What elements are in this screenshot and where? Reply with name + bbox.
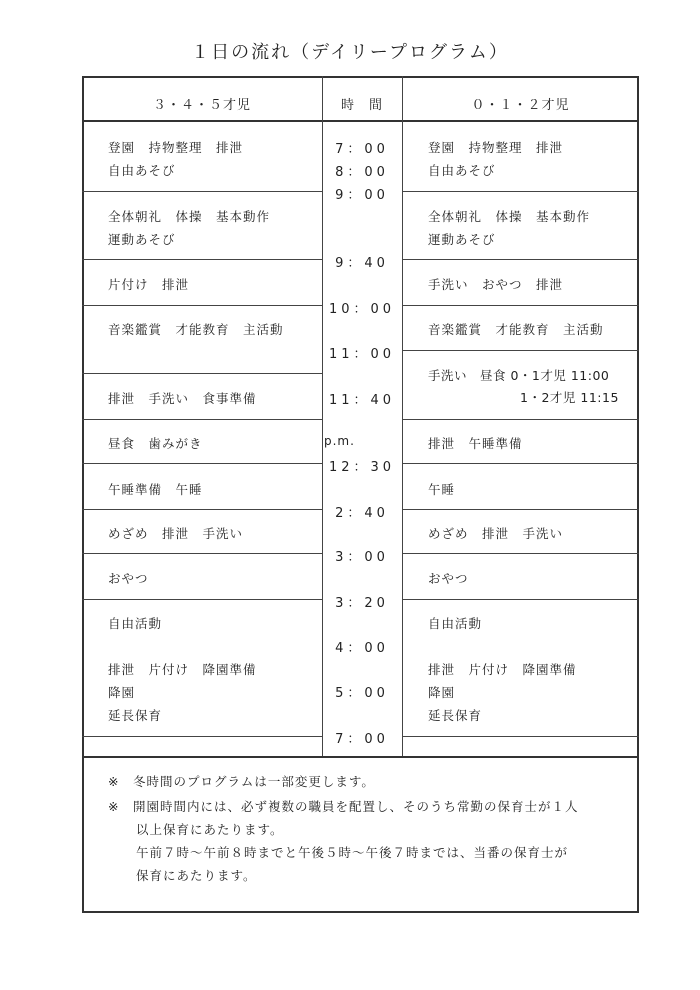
row-divider [402,736,639,737]
row-divider [402,509,639,510]
row-divider [82,553,322,554]
row-divider [402,463,639,464]
note-line: ※ 開園時間内には、必ず複数の職員を配置し、そのうち常勤の保育士が１人 [108,799,579,814]
younger-activity: おやつ [428,571,469,586]
older-activity: おやつ [108,571,149,586]
older-activity: 自由あそび [108,163,176,178]
row-divider [82,191,322,192]
header-younger-children: ０・１・２才児 [471,98,570,113]
younger-activity: 自由あそび [428,163,496,178]
younger-activity: 登園 持物整理 排泄 [428,140,564,155]
header-divider [82,120,639,122]
time-label: 8：00 [335,165,389,180]
row-divider [402,350,639,351]
younger-activity: 1・2才児 11:15 [520,390,619,405]
header-older-children: ３・４・５才児 [152,98,251,113]
younger-activity: めざめ 排泄 手洗い [428,526,564,541]
note-line: 以上保育にあたります。 [136,822,284,837]
row-divider [82,373,322,374]
time-label: 7：00 [335,732,389,747]
time-label: 11：40 [328,393,396,408]
older-activity: 音楽鑑賞 才能教育 主活動 [108,322,284,337]
note-line: 保育にあたります。 [136,868,257,883]
time-label: 3：00 [335,550,389,565]
row-divider [82,305,322,306]
note-line: 午前７時～午前８時までと午後５時～午後７時までは、当番の保育士が [136,845,569,860]
time-label: 9：40 [335,256,389,271]
time-label: 11：00 [328,347,396,362]
younger-activity: 排泄 午睡準備 [428,436,523,451]
row-divider [402,599,639,600]
older-activity: 全体朝礼 体操 基本動作 [108,209,271,224]
row-divider [82,463,322,464]
younger-activity: 排泄 片付け 降園準備 [428,662,577,677]
older-activity: 降園 [108,685,136,700]
older-activity: 排泄 手洗い 食事準備 [108,391,257,406]
row-divider [402,191,639,192]
older-activity: 登園 持物整理 排泄 [108,140,244,155]
row-divider [82,736,322,737]
row-divider [402,305,639,306]
row-divider [82,509,322,510]
older-activity: めざめ 排泄 手洗い [108,526,244,541]
younger-activity: 運動あそび [428,232,496,247]
younger-activity: 降園 [428,685,456,700]
row-divider [82,599,322,600]
time-label: 12：30 [328,460,396,475]
row-divider [82,419,322,420]
row-divider [402,553,639,554]
time-label: 7：00 [335,142,389,157]
note-line: ※ 冬時間のプログラムは一部変更します。 [108,774,375,789]
older-activity: 延長保育 [108,708,163,723]
older-activity: 運動あそび [108,232,176,247]
row-divider [402,419,639,420]
time-label: 5：00 [335,686,389,701]
time-label: p.m. [324,434,355,448]
younger-activity: 全体朝礼 体操 基本動作 [428,209,591,224]
header-time: 時 間 [340,98,383,113]
time-label: 9：00 [335,188,389,203]
younger-activity: 手洗い おやつ 排泄 [428,277,564,292]
older-activity: 排泄 片付け 降園準備 [108,662,257,677]
time-label: 3：20 [335,596,389,611]
older-activity: 片付け 排泄 [108,277,190,292]
older-activity: 午睡準備 午睡 [108,482,203,497]
time-label: 4：00 [335,641,389,656]
younger-activity: 手洗い 昼食 0・1才児 11:00 [428,368,610,383]
older-activity: 自由活動 [108,616,163,631]
row-divider [82,259,322,260]
time-label: 10：00 [328,302,396,317]
page-title: １日の流れ（デイリープログラム） [191,42,509,63]
older-activity: 昼食 歯みがき [108,436,203,451]
time-label: 2：40 [335,506,389,521]
notes-divider [82,756,639,758]
time-column-right-border [402,76,403,756]
younger-activity: 延長保育 [428,708,483,723]
younger-activity: 午睡 [428,482,456,497]
row-divider [402,259,639,260]
younger-activity: 音楽鑑賞 才能教育 主活動 [428,322,604,337]
younger-activity: 自由活動 [428,616,483,631]
